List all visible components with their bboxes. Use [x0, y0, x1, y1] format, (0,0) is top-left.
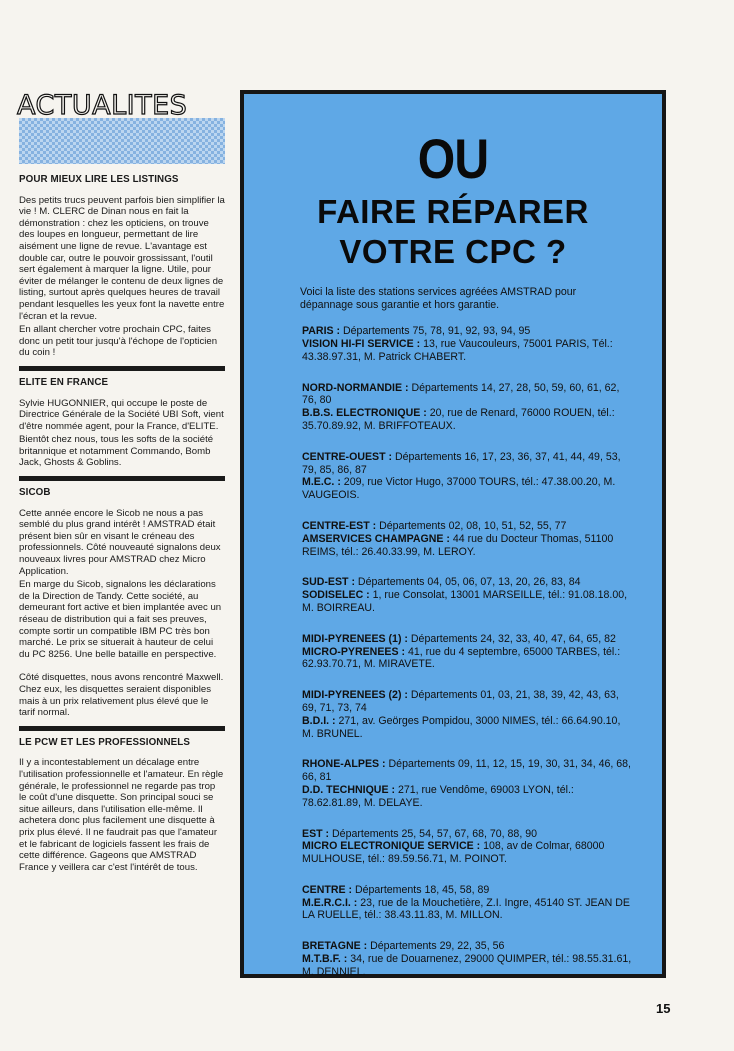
station-departments: Départements 04, 05, 06, 07, 13, 20, 26, 83, 84	[357, 576, 581, 589]
station-departments: Départements 29, 22, 35, 56	[370, 940, 505, 953]
section-divider	[19, 476, 225, 481]
station-address: 209, rue Victor Hugo, 37000 TOURS, tél.: 47.38.00.20, M. VAUGEOIS.	[302, 476, 616, 502]
station-entry	[302, 689, 632, 740]
station-region: CENTRE-EST :	[302, 519, 377, 532]
station-region: BRETAGNE :	[302, 940, 368, 953]
headline-line: VOTRE CPC ?	[339, 233, 567, 270]
station-region: RHONE-ALPES :	[302, 758, 386, 771]
station-entry	[302, 633, 632, 671]
station-departments: Départements 01, 03, 21, 38, 39, 42, 43, 63, 69, 71, 73, 74	[302, 689, 619, 714]
station-region: SUD-EST :	[302, 576, 355, 589]
station-address: 41, rue du 4 septembre, 65000 TARBES, tél.: 62.93.70.71, M. MIRAVETE.	[302, 645, 621, 671]
article-sicob	[19, 487, 225, 719]
masthead-pattern-bar	[19, 118, 225, 164]
station-company: B.D.I. :	[302, 714, 336, 727]
station-departments: Départements 18, 45, 58, 89	[354, 883, 490, 896]
article-paragraph: Il y a incontestablement un décalage entre l'utilisation professionnelle et l'amateur. En règle générale, le professionnel ne regarde pas trop le coût d'une disquette. Son principal souci se situe ailleurs, dans l'utilisation elle-même. Il achetera donc plus facilement une disquette à prix plus élevé. Il ne faudrait pas que l'amateur et le fabricant de logiciels fassent les frais de cette différence. Gageons que AMSTRAD France y veillera car c'est l'intérêt de tous.	[19, 757, 224, 873]
station-address: 44 rue du Docteur Thomas, 51100 REIMS, tél.: 26.40.33.99, M. LEROY.	[302, 532, 614, 558]
article-heading: LE PCW ET LES PROFESSIONNELS	[19, 736, 190, 748]
article-paragraph: Bientôt chez nous, tous les softs de la société britannique et notamment Commando, Bomb Jack, Ghosts & Goblins.	[19, 434, 214, 469]
article-paragraph: Sylvie HUGONNIER, qui occupe le poste de Directrice Générale de la Société UBI Soft, vient d'être nommée agent, pour la France, d'ELITE.	[19, 397, 224, 432]
station-entry	[302, 451, 632, 502]
article-heading: SICOB	[19, 487, 51, 499]
station-company: MICRO ELECTRONIQUE SERVICE :	[302, 840, 481, 853]
article-paragraph: Côté disquettes, nous avons rencontré Maxwell. Chez eux, les disquettes seraient disponibles mais à un prix relativement plus élevé que le tarif normal.	[19, 672, 224, 719]
article-paragraph: Des petits trucs peuvent parfois bien simplifier la vie ! M. CLERC de Dinan nous en fait la démonstration : chez les opticiens, on trouve des loupes en longueur, permettant de lire aisément une ligne de revue. L'avantage est double car, outre le pouvoir grossissant, l'outil sert également à marquer la ligne. Utile, pour éviter de mélanger le contenu de deux lignes de listing, surtout après quelques heures de travail pendant lesquelles les yeux font la navette entre l'écran et la revue.	[19, 194, 225, 322]
station-region: CENTRE :	[302, 883, 353, 896]
masthead-title: ACTUALITES	[17, 90, 188, 121]
station-region: CENTRE-OUEST :	[302, 450, 393, 463]
article-heading: ELITE EN FRANCE	[19, 376, 109, 388]
station-entry	[302, 520, 632, 558]
station-company: SODISELEC :	[302, 589, 370, 602]
station-company: D.D. TECHNIQUE :	[302, 783, 395, 796]
station-region: MIDI-PYRENEES (1) :	[302, 632, 408, 645]
station-company: M.T.B.F. :	[302, 953, 348, 966]
repair-stations-box	[240, 90, 666, 978]
left-column	[19, 92, 225, 875]
headline-line: FAIRE RÉPARER	[317, 193, 589, 230]
station-list	[302, 325, 632, 978]
station-entry	[302, 940, 632, 978]
headline-word: OU	[417, 127, 489, 190]
station-entry	[302, 758, 632, 809]
station-company: MICRO-PYRENEES :	[302, 645, 406, 658]
station-entry	[302, 382, 632, 433]
station-entry	[302, 325, 632, 363]
box-headline	[244, 127, 662, 272]
station-address: 271, av. Geörges Pompidou, 3000 NIMES, tél.: 66.64.90.10, M. BRUNEL.	[302, 714, 621, 740]
station-address: 34, rue de Douarnenez, 29000 QUIMPER, tél.: 98.55.31.61, M. DENNIEL.	[302, 953, 632, 978]
station-company: M.E.C. :	[302, 476, 341, 489]
station-region: EST :	[302, 827, 330, 840]
article-listings	[19, 174, 225, 359]
station-entry	[302, 576, 632, 614]
article-heading: POUR MIEUX LIRE LES LISTINGS	[19, 174, 179, 185]
station-region: NORD-NORMANDIE :	[302, 381, 409, 394]
station-departments: Départements 02, 08, 10, 51, 52, 55, 77	[379, 519, 567, 532]
article-elite	[19, 377, 225, 469]
section-divider	[19, 726, 225, 731]
station-address: 23, rue de la Mouchetière, Z.I. Ingre, 45140 ST. JEAN DE LA RUELLE, tél.: 38.43.11.83, M. MILLON.	[302, 896, 630, 922]
station-departments: Départements 75, 78, 91, 92, 93, 94, 95	[343, 325, 531, 338]
station-departments: Départements 24, 32, 33, 40, 47, 64, 65, 82	[410, 632, 616, 645]
section-divider	[19, 366, 225, 371]
article-paragraph: En allant chercher votre prochain CPC, faites donc un petit tour jusqu'à l'échope de l'opticien du coin !	[19, 324, 218, 359]
article-paragraph: En marge du Sicob, signalons les déclarations de la Direction de Tandy. Cette société, au demeurant fort active et bien implantée avec un réseau de distribution qui a fait ses preuves, compte sortir un compatible IBM PC très bon marché. Le prix se situerait à hauteur de celui du PC 8256. Une belle bataille en perspective.	[19, 579, 222, 660]
station-address: 271, rue Vendôme, 69003 LYON, tél.: 78.62.81.89, M. DELAYE.	[302, 783, 574, 809]
station-company: M.E.R.C.I. :	[302, 896, 358, 909]
station-departments: Départements 09, 11, 12, 15, 19, 30, 31, 34, 46, 68, 66, 81	[302, 758, 631, 784]
page-number: 15	[656, 1001, 671, 1016]
box-intro: Voici la liste des stations services agréées AMSTRAD pour dépannage sous garantie et hors garantie.	[300, 286, 577, 311]
station-address: 20, rue de Renard, 76000 ROUEN, tél.: 35.70.89.92, M. BRIFFOTEAUX.	[302, 407, 615, 432]
station-company: AMSERVICES CHAMPAGNE :	[302, 532, 450, 545]
station-entry	[302, 884, 632, 922]
station-region: MIDI-PYRENEES (2) :	[302, 689, 408, 702]
station-address: 13, rue Vaucouleurs, 75001 PARIS, Tél.: 43.38.97.31, M. Patrick CHABERT.	[302, 337, 613, 363]
station-region: PARIS :	[302, 325, 341, 338]
article-paragraph: Cette année encore le Sicob ne nous a pas semblé du plus grand intérêt ! AMSTRAD était présent bien sûr en visant le créneau des professionnels. Côté nouveauté signalons deux nouveaux livres pour AMSTRAD chez Micro Application.	[19, 507, 221, 577]
station-departments: Départements 25, 54, 57, 67, 68, 70, 88, 90	[332, 827, 537, 840]
station-company: B.B.S. ELECTRONIQUE :	[302, 407, 427, 420]
station-departments: Départements 16, 17, 23, 36, 37, 41, 44, 49, 53, 79, 85, 86, 87	[302, 450, 621, 476]
station-address: 1, rue Consolat, 13001 MARSEILLE, tél.: 91.08.18.00, M. BOIRREAU.	[302, 589, 628, 614]
station-entry	[302, 828, 632, 866]
station-company: VISION HI-FI SERVICE :	[302, 337, 421, 350]
article-pcw	[19, 737, 225, 874]
station-departments: Départements 14, 27, 28, 50, 59, 60, 61, 62, 76, 80	[302, 381, 620, 407]
station-address: 108, av de Colmar, 68000 MULHOUSE, tél.: 89.59.56.71, M. POINOT.	[302, 840, 605, 866]
